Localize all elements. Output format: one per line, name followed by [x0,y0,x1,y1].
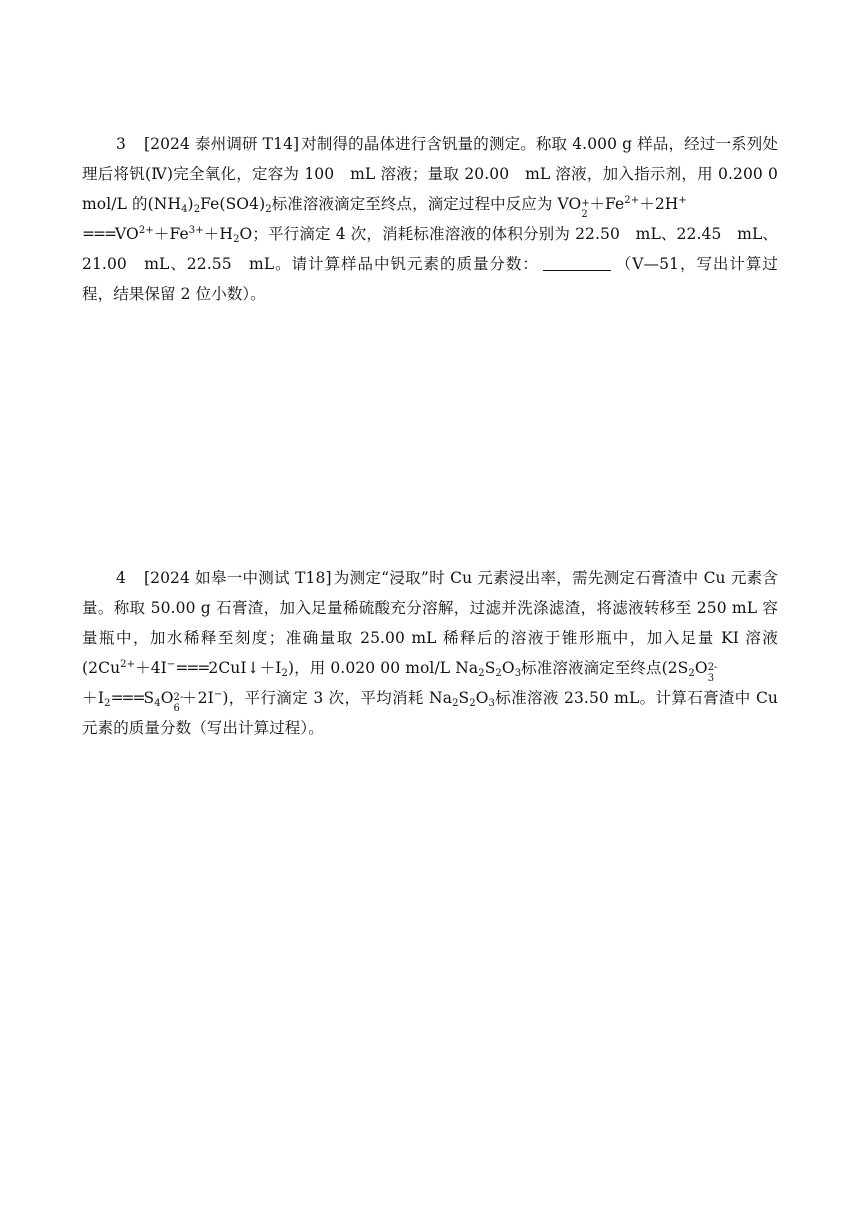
question-text: 标准溶液滴定至终点，滴定过程中反应为 VO [271,195,582,213]
question-text: 标准溶液 23.50 mL。计算石膏渣中 Cu 元素的质量分数（写出计算过程）。 [82,689,778,737]
question-text: （V—51，写出计算过程，结果保留 2 位小数）。 [82,255,778,303]
question-text: S [484,659,496,677]
question-text: ＋4I [135,659,167,677]
superscript: 2+ [120,659,136,670]
question-text: S [143,689,155,707]
subscript: 3 [514,668,522,679]
question-text: ＋2I [181,689,214,707]
superscript: 3+ [188,225,204,236]
question-text: 对制得的晶体进行含钒量的测定。称取 4.000 g 样品，经过一系列处理后将钒(Ⅳ)完全氧化，定容为 100 mL 溶液；量取 20.00 mL 溶液，加入指示剂，用 0.200 0 mol/L 的(NH [82,135,794,213]
question-3: 3 [2024 泰州调研 T14] 对制得的晶体进行含钒量的测定。称取 4.000 g 样品，经过一系列处理后将钒(Ⅳ)完全氧化，定容为 100 mL 溶液；量取 20.00 mL 溶液，加入指示剂，用 0.200 0 mol/L 的$(NH_4)_2Fe(SO4)_2$标准溶液滴定至终点，滴定过程中反应为 VO + 2 $+Fe^{2+}+2H^+$ $===VO^{2+}+Fe^{3+}+H_2O$；平行滴定 4 次，消耗标准溶液的体积分别为 22.50 mL、22.45 mL、21.00 mL、22.55 mL。请计算样品中钒元素的质量分数： （V—51，写出计算过程，结果保留 2 位小数）。 [82,129,778,309]
question-source: [2024 泰州调研 T14] [143,135,300,153]
question-text: Fe(SO [200,195,250,213]
question-text: ＋H [203,225,234,243]
question-text: O [475,689,489,707]
question-4 [82,563,778,743]
question-text: VO [114,225,139,243]
superscript: − [213,689,223,700]
ion-charge: + 2 [581,198,590,220]
subscript: 4 [181,204,188,215]
question-number: 4 [116,569,126,587]
question-text: O [160,689,174,707]
answer-blank[interactable] [543,252,611,271]
superscript: 2+ [138,225,154,236]
question-number: 3 [116,135,126,153]
subscript: 2 [193,204,201,215]
ion-charge: 2- 6 [173,692,184,714]
superscript: 2+ [624,195,640,206]
subscript: 2 [469,698,476,709]
question-text: ) [187,195,194,213]
question-text: S [458,689,470,707]
question-text: ＋2H [639,195,679,213]
question-text: )，平行滴定 3 次，平均消耗 Na [222,689,453,707]
equals-sign: === [110,689,144,707]
question-source: [2024 如皋一中测试 T18] [143,569,332,587]
subscript: 2 [495,668,502,679]
subscript: 2 [688,668,695,679]
ion-charge: 2- 3 [707,662,718,684]
superscript: − [166,659,176,670]
subscript: 2 [104,698,111,709]
equals-sign: === [82,225,115,243]
question-text: 为测定“浸取”时 Cu 元素浸出率，需先测定石膏渣中 Cu 元素含量。称取 50.00 g 石膏渣，加入足量稀硫酸充分溶解，过滤并洗涤滤渣，将滤液转移至 250 mL 容量瓶中，加水稀释至刻度；准确量取 25.00 mL 稀释后的溶液于锥形瓶中，加入足量 KI 溶液(2Cu [82,569,778,677]
subscript: 2 [452,698,459,709]
subscript: 2 [478,668,485,679]
question-text: O [501,659,515,677]
question-text: 2CuI↓＋I [208,659,282,677]
question-text: )，用 0.020 00 mol/L Na [287,659,479,677]
question-text: ＋Fe [589,195,625,213]
question-text: ＋I [82,689,105,707]
equals-sign: === [175,659,209,677]
question-text: O；平行滴定 4 次，消耗标准溶液的体积分别为 22.50 mL、22.45 mL、21.00 mL、22.55 mL。请计算样品中钒元素的质量分数： [82,225,778,273]
question-text: O [694,659,708,677]
subscript: 3 [488,698,495,709]
superscript: + [678,195,687,206]
subscript: 2 [281,668,288,679]
question-text: ＋Fe [153,225,189,243]
subscript: 2 [265,204,272,215]
subscript: 4 [154,698,161,709]
question-text: 标准溶液滴定至终点(2S [521,659,689,677]
